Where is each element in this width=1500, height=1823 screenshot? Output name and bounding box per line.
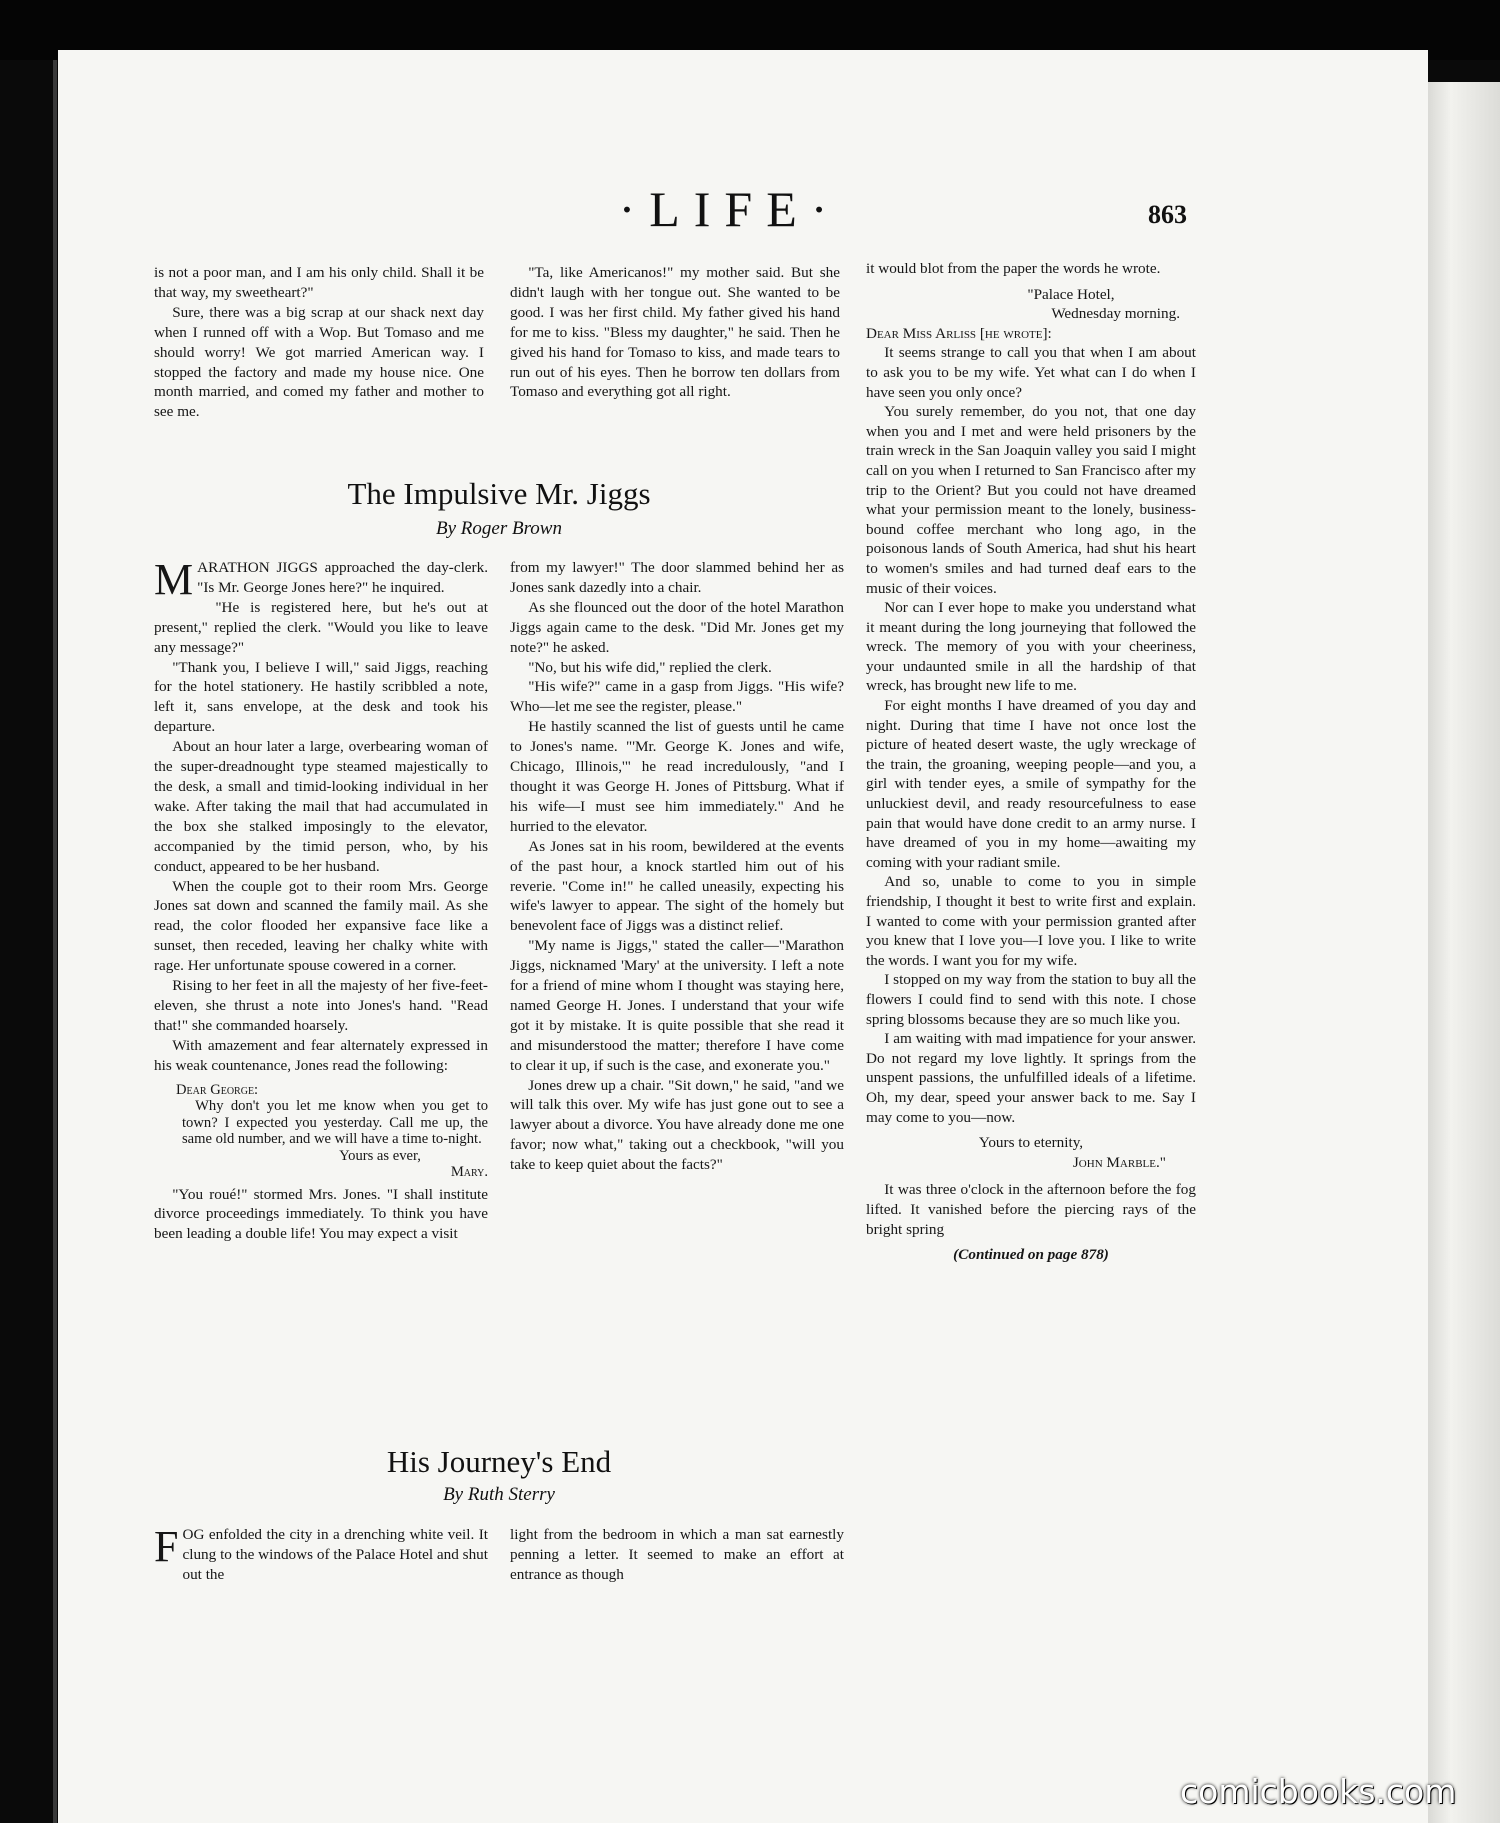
paragraph: I am waiting with mad impatience for your answer. Do not regard my love lightly. It springs from the unspent passions, the unfulfilled ideals of a lifetime. Oh, my dear, speed your answer back to me. Say I may come to you—now. [866,1030,1196,1126]
paragraph: light from the bedroom in which a man sat earnestly penning a letter. It seemed to make an effort at entrance as though [510,1526,844,1583]
paragraph: it would blot from the paper the words he wrote. [866,260,1161,277]
story-heading [154,476,844,540]
column-1-top [154,263,484,422]
paragraph: I stopped on my way from the station to buy all the flowers I could find to send with this note. I chose spring blossoms because they are so much like you. [866,971,1196,1028]
paragraph: is not a poor man, and I am his only child. Shall it be that way, my sweetheart?" [154,264,484,301]
paragraph: Rising to her feet in all the majesty of her five-feet-eleven, she thrust a note into Jones's hand. "Read that!" she commanded hoarsely. [154,977,488,1034]
story2-column-2 [510,1525,844,1585]
letter-salutation: Dear Miss Arliss [he wrote]: [866,324,1052,342]
paragraph: For eight months I have dreamed of you day and night. During that time I have not once lost the picture of heated desert waste, the ugly wreckage of the train, the groaning, weeping people—and you, a girl with tender eyes, a smile of sympathy for the unluckiest devil, and ready resourcefulness to ease pain that would have done credit to an army nurse. I have dreamed of you in my home—awaiting my coming with your radiant smile. [866,697,1196,871]
note-body: Why don't you let me know when you get to town? I expected you yesterday. Call me up, the same old number, and we will have a time to-night. [182,1098,488,1148]
paragraph: "My name is Jiggs," stated the caller—"Marathon Jiggs, nicknamed 'Mary' at the university. I left a note for a friend of mine whom I thought was staying here, named George H. Jones. I understand that your wife got it by mistake. It is quite possible that she read it and misunderstood the matter; therefore I have come to clear it up, if such is the case, and exonerate you." [510,937,844,1074]
continued-note: (Continued on page 878) [953,1246,1109,1264]
opening-paragraph: FOG enfolded the city in a drenching white veil. It clung to the windows of the Palace Hotel and shut out the [154,1522,488,1583]
paragraph: "No, but his wife did," replied the clerk. [528,658,772,676]
note-salutation: Dear George: [176,1081,259,1098]
page-fold-line [53,60,57,1823]
story2-column-1 [154,1522,488,1585]
paragraph: As Jones sat in his room, bewildered at the events of the past hour, a knock startled him out of his reverie. "Come in!" he called uneasily, expecting his wife's lawyer to appear. The sight of the homely but benevolent face of Jiggs was a distinct relief. [510,837,844,935]
note-close: Yours as ever, [339,1147,421,1164]
paragraph: About an hour later a large, overbearing woman of the super-dreadnought type steamed majestically to the desk, a small and timid-looking individual in her wake. After taking the mail that had accumulated in the box she stalked imposingly to the elevator, accompanied by the timid person, who, by his conduct, appeared to be her husband. [154,738,488,875]
letter-header-line: "Palace Hotel, [1027,285,1115,303]
story-title: His Journey's End [386,1444,612,1479]
magazine-masthead: ·LIFE· [618,181,842,237]
paragraph: Nor can I ever hope to make you understand what it meant during the long journeying that followed the wreck. The memory of you with your cheeriness, your undaunted smile in all the hardship of that wreck, has brought new life to me. [866,599,1196,695]
paragraph: "His wife?" came in a gasp from Jiggs. "His wife? Who—let me see the register, please." [510,678,844,716]
paragraph: "You roué!" stormed Mrs. Jones. "I shall institute divorce proceedings immediately. To think you have been leading a double life! You may expect a visit [154,1185,488,1243]
next-page-edge [1418,82,1500,1823]
page-number: 863 [1148,200,1187,229]
paragraph: He hastily scanned the list of guests until he came to Jones's name. "'Mr. George K. Jones and wife, Chicago, Illinois,'" he read incredulously, "and I thought it was George H. Jones of Pittsburg. What if his wife—I must see him immediately." And he hurried to the elevator. [510,718,844,835]
drop-cap: F [154,1522,179,1571]
paragraph: It seems strange to call you that when I am about to ask you to be my wife. Yet what can I do when I have seen you only once? [866,344,1196,401]
opening-paragraph: MARATHON JIGGS approached the day-clerk. "Is Mr. George Jones here?" he inquired. [154,555,488,604]
paragraph: Jones drew up a chair. "Sit down," he said, "and we will talk this over. My wife has just gone out to see a lawyer about a divorce. You have already done me one favor; now what," taking out a checkbook, "will you take to keep quiet about the facts?" [510,1076,844,1174]
story1-column-2 [510,558,844,1175]
letter-signature: John Marble." [1072,1153,1166,1171]
column-2-top [510,263,840,402]
story1-column-1 [154,555,488,1244]
paragraph: Sure, there was a big scrap at our shack next day when I runned off with a Wop. But Tomaso and me should worry! We got married American way. I stopped the factory and made my house nice. One month married, and comed my father and mother to see me. [154,303,484,421]
paragraph: You surely remember, do you not, that one day when you and I met and were held prisoners by the train wreck in the San Joaquin valley you said I might call on you when I returned to San Francisco after my trip to the Orient? But you could not have dreamed what your permission meant to the lonely, business-bound coffee merchant who long ago, in the poisonous lands of South America, had shut his heart to women's smiles and had turned deaf ears to the music of their voices. [866,403,1196,597]
story-heading [154,1444,844,1506]
note-signature: Mary. [450,1164,488,1181]
letter-header-line: Wednesday morning. [1051,305,1180,323]
story-title: The Impulsive Mr. Jiggs [347,476,651,511]
story-byline: By Roger Brown [436,518,562,539]
paragraph: from my lawyer!" The door slammed behind her as Jones sank dazedly into a chair. [510,559,844,596]
paragraph: "Thank you, I believe I will," said Jiggs, reaching for the hotel stationery. He hastily scribbled a note, left it, sans envelope, at the desk and took his departure. [154,658,488,736]
paragraph: It was three o'clock in the afternoon before the fog lifted. It vanished before the piercing rays of the bright spring [866,1181,1196,1238]
quoted-note [154,1082,488,1181]
paragraph: When the couple got to their room Mrs. George Jones sat down and scanned the family mail. As she read, the color flooded her expansive face like a sunset, then receded, leaving her chalky white with rage. Her unfortunate spouse cowered in a corner. [154,877,488,975]
paragraph: And so, unable to come to you in simple friendship, I thought it best to write first and explain. I wanted to come with your permission granted after you knew that I love you—I love you. I like to write the words. I want you for my wife. [866,873,1196,969]
drop-cap: M [154,555,194,604]
paragraph: With amazement and fear alternately expressed in his weak countenance, Jones read the following: [154,1036,488,1074]
column-3 [866,259,1196,1265]
story-byline: By Ruth Sterry [443,1484,555,1505]
watermark: comicbooks.com [1180,1772,1457,1811]
letter-closing: Yours to eternity, [978,1134,1084,1152]
paragraph: "He is registered here, but he's out at present," replied the clerk. "Would you like to leave any message?" [154,598,488,656]
paragraph: As she flounced out the door of the hotel Marathon Jiggs again came to the desk. "Did Mr. Jones get my note?" he asked. [510,598,844,656]
paragraph: "Ta, like Americanos!" my mother said. But she didn't laugh with her tongue out. She wanted to be good. I was her first child. My father gived his hand for me to kiss. "Bless my daughter," he said. Then he gived his hand for Tomaso to kiss, and made tears to run out of his eyes. Then he borrow ten dollars from Tomaso and everything got all right. [510,264,840,401]
